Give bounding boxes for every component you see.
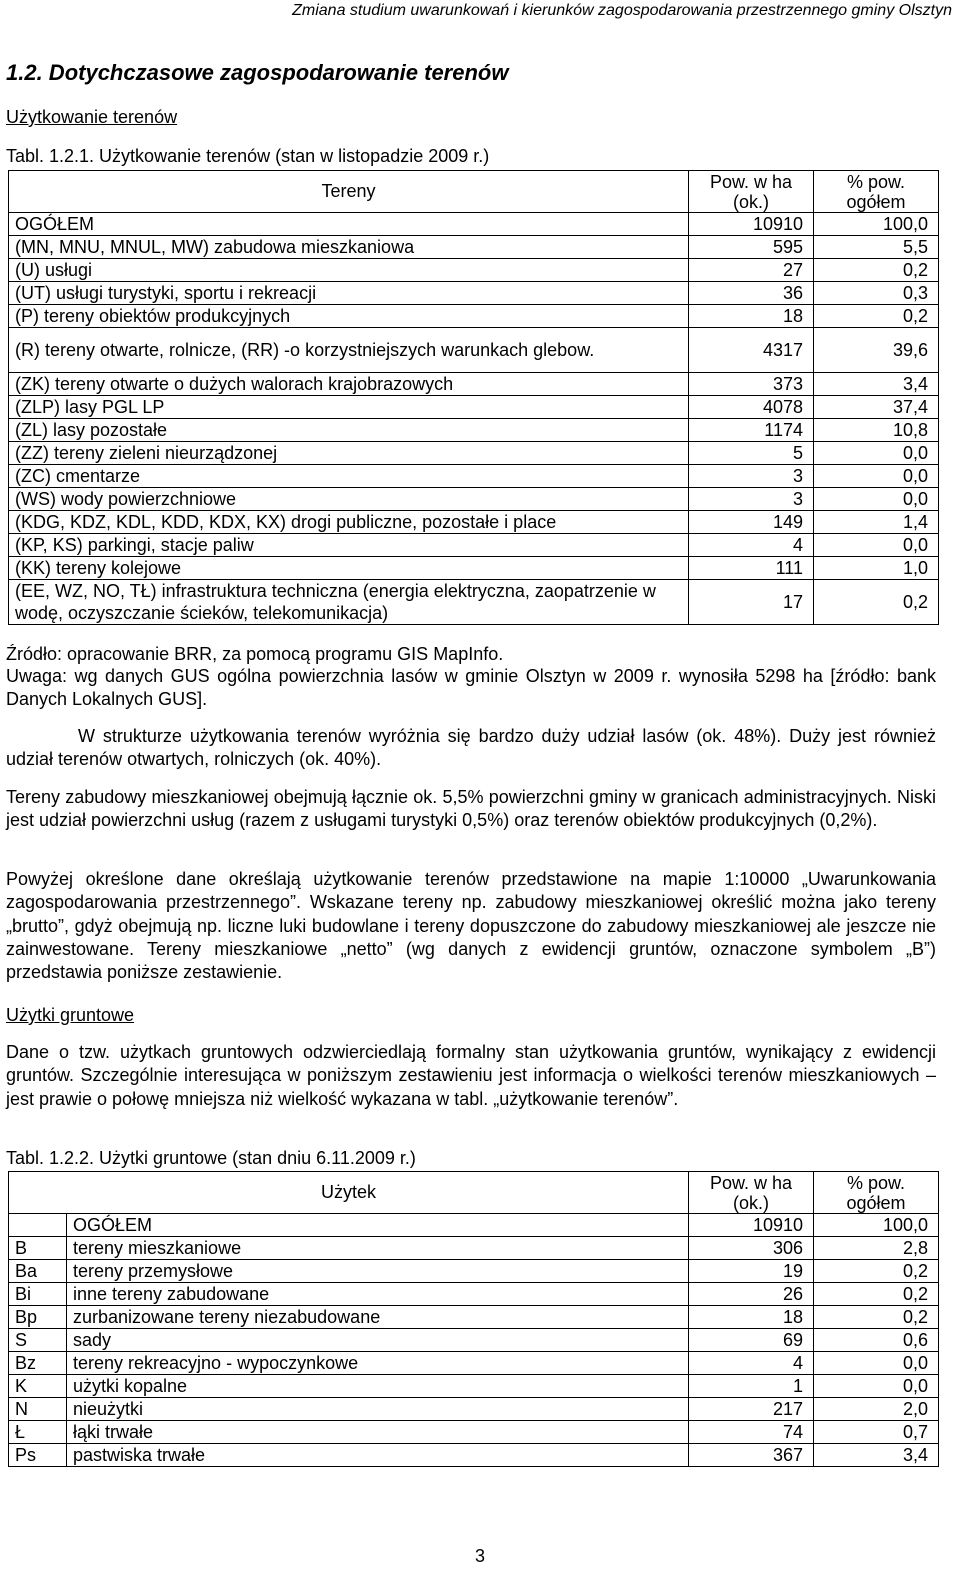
cell-area: 27	[689, 259, 814, 282]
cell-area: 373	[689, 373, 814, 396]
table-row	[9, 511, 939, 534]
cell-category: (ZC) cmentarze	[9, 465, 689, 488]
land-types-table	[8, 1171, 939, 1467]
cell-area: 306	[689, 1237, 814, 1260]
cell-percent: 0,2	[814, 580, 939, 625]
cell-percent: 0,2	[814, 259, 939, 282]
cell-category: (ZK) tereny otwarte o dużych walorach krajobrazowych	[9, 373, 689, 396]
cell-symbol: N	[9, 1398, 67, 1421]
paragraph-text: Tereny zabudowy mieszkaniowej obejmują łącznie ok. 5,5% powierzchni gminy w granicach administracyjnych. Niski jest udział powierzchni usług (razem z usługami turystyki 0,5%) oraz terenów obiektów produkcyjnych (0,2%).	[6, 787, 936, 831]
cell-percent: 0,2	[814, 1306, 939, 1329]
cell-percent: 0,0	[814, 1375, 939, 1398]
cell-area: 595	[689, 236, 814, 259]
cell-category: zurbanizowane tereny niezabudowane	[67, 1306, 689, 1329]
table-row	[9, 557, 939, 580]
table-row	[9, 534, 939, 557]
cell-percent: 0,2	[814, 1260, 939, 1283]
cell-symbol: Ł	[9, 1421, 67, 1444]
cell-category: (KK) tereny kolejowe	[9, 557, 689, 580]
table-row	[9, 213, 939, 236]
table-row	[9, 580, 939, 625]
paragraph-1	[6, 725, 936, 772]
note-text: Uwaga: wg danych GUS ogólna powierzchnia lasów w gminie Olsztyn w 2009 r. wynosiła 5298 ha [źródło: bank Danych Lokalnych GUS].	[6, 666, 936, 710]
cell-category: (KDG, KDZ, KDL, KDD, KDX, KX) drogi publiczne, pozostałe i place	[9, 511, 689, 534]
cell-percent: 39,6	[814, 328, 939, 373]
table-row	[9, 1214, 939, 1237]
table-row	[9, 236, 939, 259]
cell-symbol	[9, 1214, 67, 1237]
cell-area: 26	[689, 1283, 814, 1306]
table2-caption: Tabl. 1.2.2. Użytki gruntowe (stan dniu 6.11.2009 r.)	[6, 1148, 416, 1168]
cell-percent: 37,4	[814, 396, 939, 419]
table-row	[9, 1283, 939, 1306]
cell-category: (WS) wody powierzchniowe	[9, 488, 689, 511]
cell-area: 1	[689, 1375, 814, 1398]
table1-caption: Tabl. 1.2.1. Użytkowanie terenów (stan w listopadzie 2009 r.)	[6, 146, 490, 166]
paragraph-4	[6, 1041, 936, 1111]
table-header-row	[9, 171, 939, 213]
cell-category: (ZL) lasy pozostałe	[9, 419, 689, 442]
cell-category: (UT) usługi turystyki, sportu i rekreacji	[9, 282, 689, 305]
cell-percent: 0,2	[814, 305, 939, 328]
cell-percent: 0,3	[814, 282, 939, 305]
table-row	[9, 373, 939, 396]
cell-category: OGÓŁEM	[9, 213, 689, 236]
cell-area: 10910	[689, 213, 814, 236]
cell-category: (R) tereny otwarte, rolnicze, (RR) -o korzystniejszych warunkach glebow.	[9, 328, 689, 373]
cell-category: (ZZ) tereny zieleni nieurządzonej	[9, 442, 689, 465]
cell-percent: 0,0	[814, 442, 939, 465]
subsection-title-land-use: Użytkowanie terenów	[6, 107, 178, 127]
cell-symbol: Ps	[9, 1444, 67, 1467]
column-header: Pow. w ha (ok.)	[689, 171, 814, 213]
cell-category: OGÓŁEM	[67, 1214, 689, 1237]
cell-category: (ZLP) lasy PGL LP	[9, 396, 689, 419]
cell-percent: 2,0	[814, 1398, 939, 1421]
cell-category: (EE, WZ, NO, TŁ) infrastruktura techniczna (energia elektryczna, zaopatrzenie w wodę, oczyszczanie ścieków, telekomunikacja)	[9, 580, 689, 625]
cell-percent: 100,0	[814, 213, 939, 236]
cell-area: 5	[689, 442, 814, 465]
cell-symbol: Ba	[9, 1260, 67, 1283]
cell-area: 111	[689, 557, 814, 580]
table-row	[9, 465, 939, 488]
source-note: Źródło: opracowanie BRR, za pomocą programu GIS MapInfo.	[6, 644, 504, 664]
cell-area: 4	[689, 1352, 814, 1375]
cell-percent: 3,4	[814, 1444, 939, 1467]
cell-category: (U) usługi	[9, 259, 689, 282]
cell-percent: 0,0	[814, 465, 939, 488]
note-paragraph	[6, 665, 936, 712]
column-header: Pow. w ha (ok.)	[689, 1172, 814, 1214]
cell-symbol: S	[9, 1329, 67, 1352]
paragraph-text: Dane o tzw. użytkach gruntowych odzwierciedlają formalny stan użytkowania gruntów, wynikający z ewidencji gruntów. Szczególnie interesująca w poniższym zestawieniu jest informacja o wielkości terenów mieszkaniowych – jest prawie o połowę mniejsza niż wielkość wykazana w tabl. „użytkowanie terenów”.	[6, 1042, 936, 1109]
table-row	[9, 282, 939, 305]
cell-percent: 0,6	[814, 1329, 939, 1352]
cell-area: 17	[689, 580, 814, 625]
cell-category: (MN, MNU, MNUL, MW) zabudowa mieszkaniowa	[9, 236, 689, 259]
cell-area: 1174	[689, 419, 814, 442]
cell-percent: 0,0	[814, 534, 939, 557]
cell-area: 18	[689, 305, 814, 328]
column-header: Użytek	[9, 1172, 689, 1214]
table-row	[9, 328, 939, 373]
cell-percent: 0,0	[814, 1352, 939, 1375]
cell-percent: 2,8	[814, 1237, 939, 1260]
table-row	[9, 259, 939, 282]
table-row	[9, 1375, 939, 1398]
cell-area: 74	[689, 1421, 814, 1444]
cell-category: pastwiska trwałe	[67, 1444, 689, 1467]
table-row	[9, 442, 939, 465]
table-row	[9, 396, 939, 419]
table-row	[9, 1260, 939, 1283]
paragraph-2	[6, 786, 936, 833]
cell-area: 367	[689, 1444, 814, 1467]
column-header: % pow. ogółem	[814, 1172, 939, 1214]
running-header: Zmiana studium uwarunkowań i kierunków zagospodarowania przestrzennego gminy Olsztyn	[292, 2, 952, 19]
column-header: Tereny	[9, 171, 689, 213]
subsection-title-land-use-types: Użytki gruntowe	[6, 1005, 135, 1025]
cell-symbol: Bz	[9, 1352, 67, 1375]
table-row	[9, 1398, 939, 1421]
table-row	[9, 1329, 939, 1352]
cell-category: (P) tereny obiektów produkcyjnych	[9, 305, 689, 328]
cell-percent: 1,0	[814, 557, 939, 580]
cell-area: 4	[689, 534, 814, 557]
cell-symbol: Bi	[9, 1283, 67, 1306]
table-row	[9, 1444, 939, 1467]
cell-percent: 0,7	[814, 1421, 939, 1444]
cell-area: 10910	[689, 1214, 814, 1237]
table-row	[9, 419, 939, 442]
cell-area: 4078	[689, 396, 814, 419]
table-row	[9, 1237, 939, 1260]
paragraph-3	[6, 868, 936, 984]
page-number: 3	[474, 1546, 485, 1566]
section-title: 1.2. Dotychczasowe zagospodarowanie terenów	[6, 60, 509, 85]
cell-area: 19	[689, 1260, 814, 1283]
cell-percent: 1,4	[814, 511, 939, 534]
cell-percent: 0,0	[814, 488, 939, 511]
cell-area: 3	[689, 465, 814, 488]
table-row	[9, 1352, 939, 1375]
cell-area: 149	[689, 511, 814, 534]
cell-area: 36	[689, 282, 814, 305]
cell-percent: 3,4	[814, 373, 939, 396]
table-header-row	[9, 1172, 939, 1214]
cell-category: nieużytki	[67, 1398, 689, 1421]
paragraph-text: W strukturze użytkowania terenów wyróżnia się bardzo duży udział lasów (ok. 48%). Duży jest również udział terenów otwartych, rolniczych (ok. 40%).	[6, 726, 936, 770]
paragraph-text: Powyżej określone dane określają użytkowanie terenów przedstawione na mapie 1:10000 „Uwarunkowania zagospodarowania przestrzennego”. Wskazane tereny np. zabudowy mieszkaniowej określić można jako tereny „brutto”, gdyż obejmują np. liczne luki budowlane i tereny dopuszczone do zabudowy mieszkaniowej ale jeszcze nie zainwestowane. Tereny mieszkaniowe „netto” (wg danych z ewidencji gruntów, oznaczone symbolem „B”) przedstawia poniższe zestawienie.	[6, 869, 936, 983]
cell-area: 3	[689, 488, 814, 511]
cell-category: tereny mieszkaniowe	[67, 1237, 689, 1260]
cell-percent: 0,2	[814, 1283, 939, 1306]
cell-area: 217	[689, 1398, 814, 1421]
table-row	[9, 488, 939, 511]
cell-symbol: Bp	[9, 1306, 67, 1329]
cell-category: tereny rekreacyjno - wypoczynkowe	[67, 1352, 689, 1375]
cell-category: łąki trwałe	[67, 1421, 689, 1444]
cell-symbol: K	[9, 1375, 67, 1398]
cell-category: tereny przemysłowe	[67, 1260, 689, 1283]
table-row	[9, 1306, 939, 1329]
cell-percent: 10,8	[814, 419, 939, 442]
cell-symbol: B	[9, 1237, 67, 1260]
cell-category: użytki kopalne	[67, 1375, 689, 1398]
cell-area: 69	[689, 1329, 814, 1352]
cell-category: inne tereny zabudowane	[67, 1283, 689, 1306]
cell-percent: 5,5	[814, 236, 939, 259]
table-row	[9, 1421, 939, 1444]
cell-category: sady	[67, 1329, 689, 1352]
column-header: % pow. ogółem	[814, 171, 939, 213]
table-row	[9, 305, 939, 328]
cell-area: 4317	[689, 328, 814, 373]
cell-category: (KP, KS) parkingi, stacje paliw	[9, 534, 689, 557]
land-use-table	[8, 170, 939, 625]
cell-area: 18	[689, 1306, 814, 1329]
cell-percent: 100,0	[814, 1214, 939, 1237]
